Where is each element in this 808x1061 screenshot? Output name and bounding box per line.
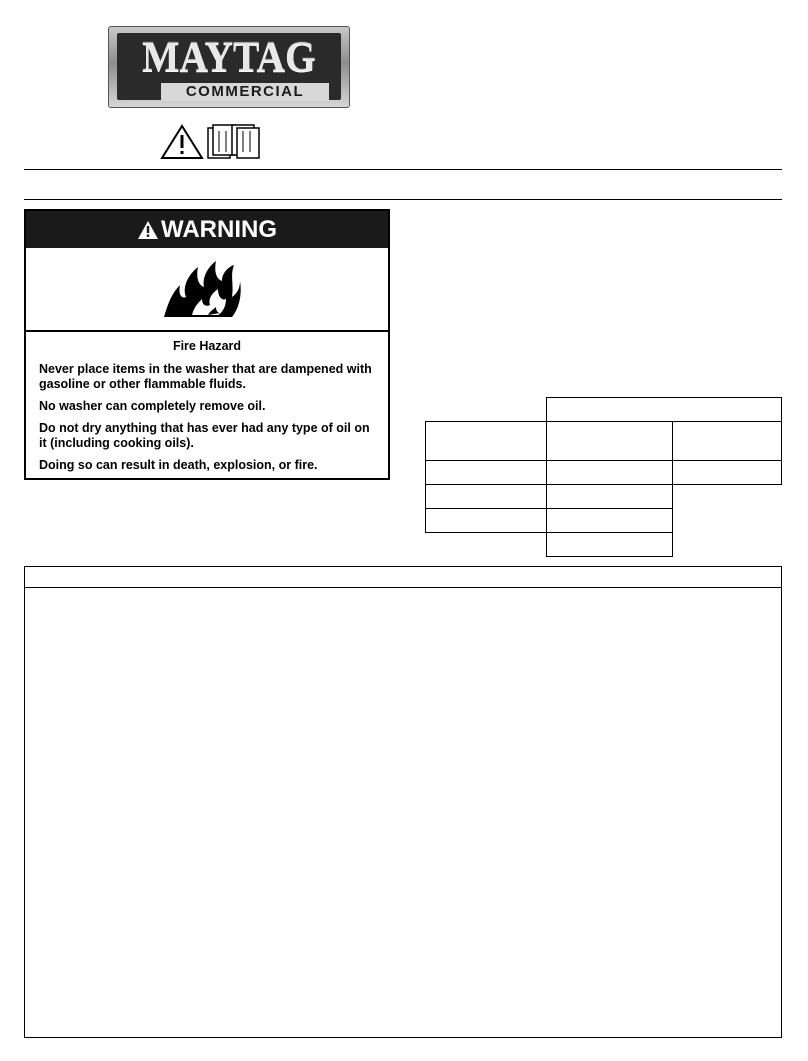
table-cell: [425, 421, 547, 461]
manual-book-icon: [206, 122, 262, 160]
content-box: [24, 566, 782, 1038]
logo-panel: [117, 33, 341, 100]
warning-heading-triangle-icon: [137, 220, 159, 240]
fire-hazard-icon: [162, 257, 242, 319]
table-cell: [672, 421, 782, 461]
table-cell: [425, 484, 547, 509]
warning-paragraph-oil: No washer can completely remove oil.: [39, 399, 266, 413]
warning-paragraph-gasoline: Never place items in the washer that are dampened with gasoline or other flammable fluids.: [39, 362, 372, 391]
logo-brand-text: MAYTAG: [142, 34, 316, 81]
table-cell: [425, 508, 547, 533]
table-cell: [546, 532, 673, 557]
warning-heading-text: WARNING: [161, 216, 277, 243]
fire-pictogram-area: [26, 248, 388, 332]
hazard-title: Fire Hazard: [172, 339, 242, 353]
warning-paragraph-cooking-oils: Do not dry anything that has ever had any type of oil on it (including cooking oils).: [39, 421, 370, 450]
table-cell: [546, 421, 673, 461]
table-cell: [425, 460, 547, 485]
warning-paragraph-consequence: Doing so can result in death, explosion, or fire.: [39, 458, 318, 472]
header-rule-top: [24, 169, 782, 170]
maytag-commercial-logo: [108, 26, 350, 108]
table-cell: [546, 484, 673, 509]
table-cell: [672, 460, 782, 485]
warning-heading-band: [26, 211, 388, 248]
header-rule-bottom: [24, 199, 782, 200]
warning-triangle-icon: [160, 124, 204, 160]
table-cell: [546, 460, 673, 485]
table-cell: [546, 508, 673, 533]
content-box-header: [25, 567, 781, 588]
warning-box: [24, 209, 390, 480]
logo-sub-text: COMMERCIAL: [161, 83, 329, 101]
table-header-cell: [546, 397, 782, 422]
